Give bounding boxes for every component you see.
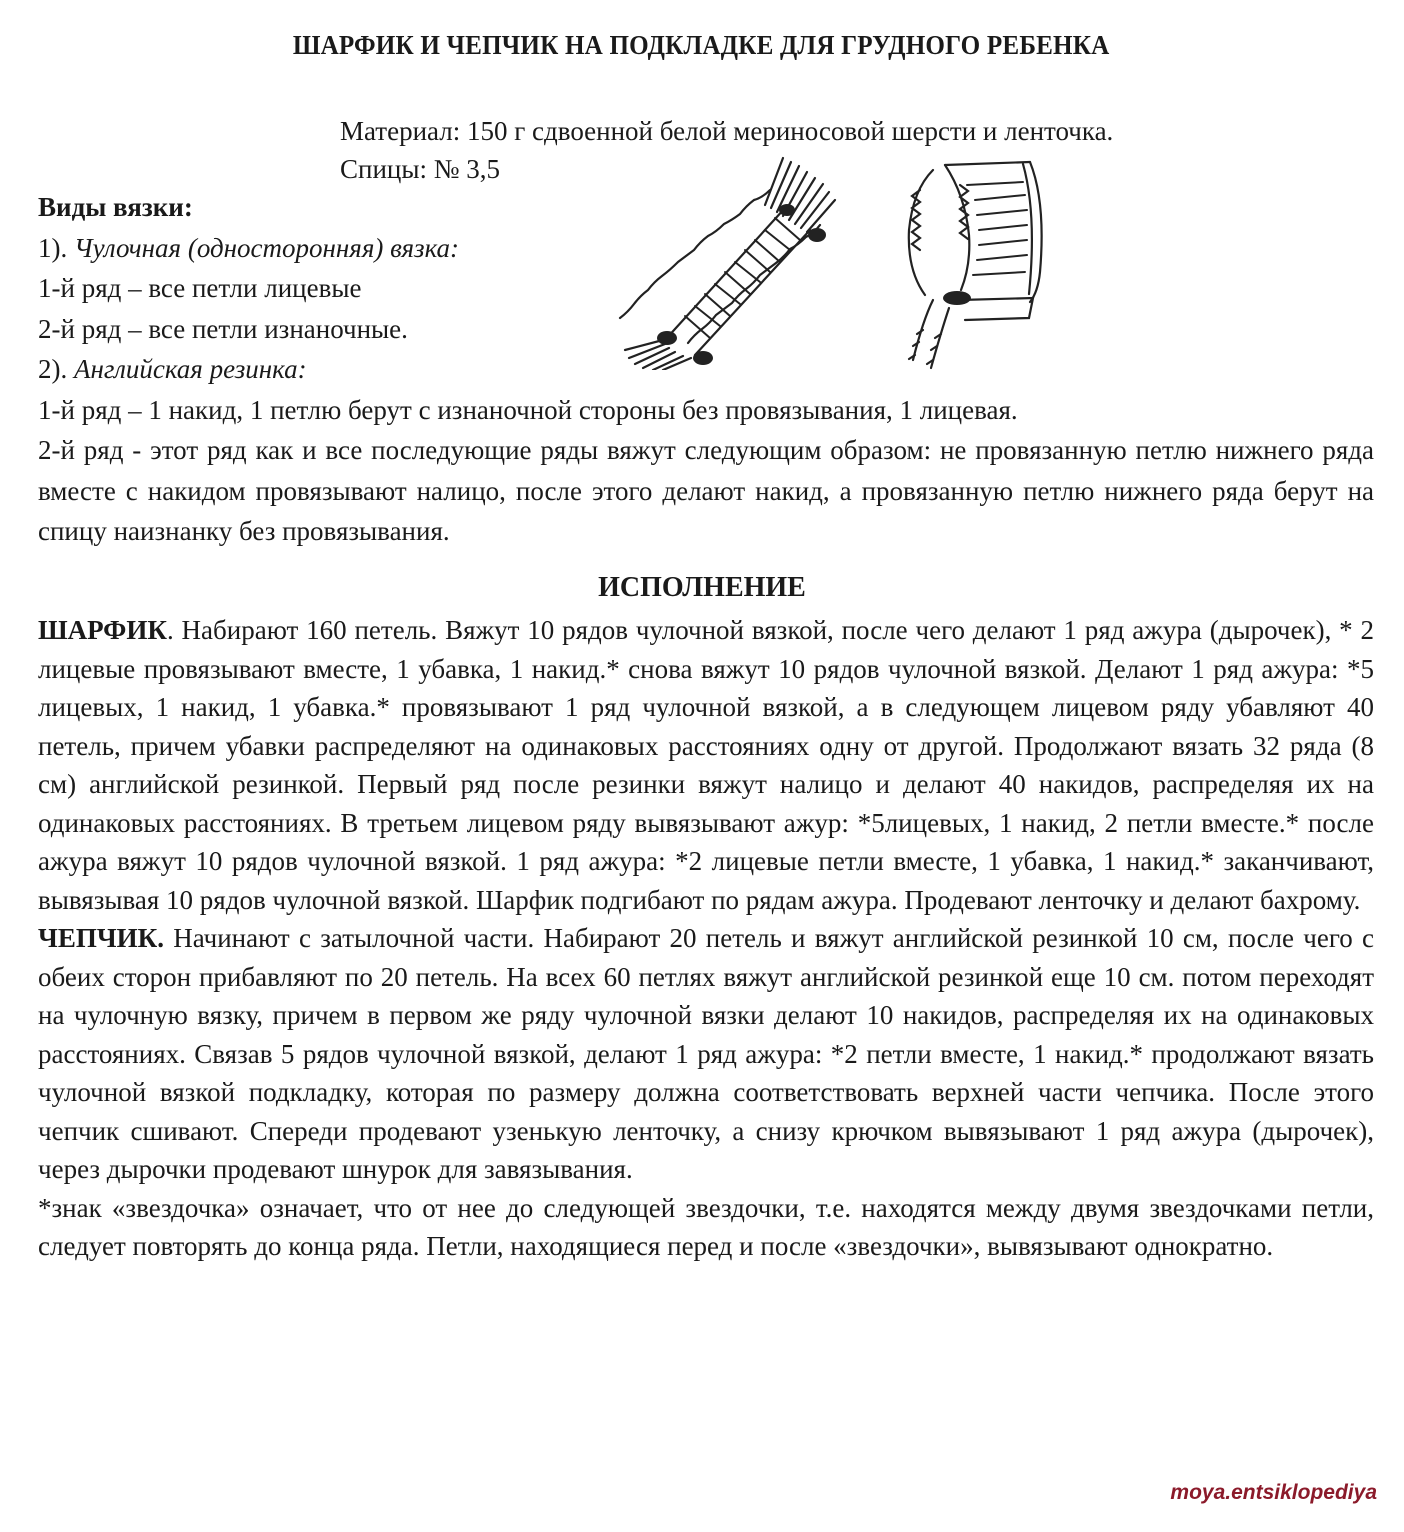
type1-name: Чулочная (односторонняя) вязка: xyxy=(74,232,460,263)
bonnet-instructions xyxy=(38,919,1374,1189)
type2-name: Английская резинка: xyxy=(74,354,307,384)
asterisk-footnote: *знак «звездочка» означает, что от нее до следующей звездочки, т.е. находятся между двумя звездочками петли, следует повторять до конца ряда. Петли, находящиеся перед и после «звездочки», вывязывают однократно. xyxy=(38,1192,1374,1261)
material-line: Материал: 150 г сдвоенной белой мериносовой шерсти и ленточка. xyxy=(340,116,1114,146)
execution-body xyxy=(38,611,1374,1266)
scarf-instructions xyxy=(38,611,1374,919)
execution-heading: ИСПОЛНЕНИЕ xyxy=(598,572,806,603)
type1-title xyxy=(38,228,1378,269)
type2-row1: 1-й ряд – 1 накид, 1 петлю берут с изнаночной стороны без провязывания, 1 лицевая. xyxy=(38,394,1018,425)
needles-line: Спицы: № 3,5 xyxy=(340,154,501,184)
type1-row2: 2-й ряд – все петли изнаночные. xyxy=(38,313,408,344)
type2-number: 2). xyxy=(38,354,68,384)
scarf-label: ШАРФИК xyxy=(38,615,167,645)
document-title: ШАРФИК И ЧЕПЧИК НА ПОДКЛАДКЕ ДЛЯ ГРУДНОГО РЕБЕНКА xyxy=(292,30,1110,60)
type2-row2: 2-й ряд - этот ряд как и все последующие ряды вяжут следующим образом: не провязанную петлю нижнего ряда вместе с накидом провязывают налицо, после этого делают накид, а провязанную петлю нижнего ряда берут на спицу наизнанку без провязывания. xyxy=(38,435,1374,546)
type2-title xyxy=(38,349,1378,390)
knitting-types-heading: Виды вязки: xyxy=(38,192,193,222)
watermark: moya.entsiklopediya xyxy=(1170,1481,1377,1504)
type1-row1: 1-й ряд – все петли лицевые xyxy=(38,273,362,303)
bonnet-text: Начинают с затылочной части. Набирают 20 петель и вяжут английской резинкой 10 см, после чего с обеих сторон прибавляют по 20 петель. На всех 60 петлях вяжут английской резинкой еще 10 см. потом переходят на чулочную вязку, причем в первом же ряду чулочной вязки делают 10 накидов, распределяя их на одинаковых расстояниях. Связав 5 рядов чулочной вязкой, делают 1 ряд ажура: *2 петли вместе, 1 накид.* продолжают вязать чулочной вязкой подкладку, которая по размеру должна соответствовать верхней части чепчика. После этого чепчик сшивают. Спереди продевают узенькую ленточку, а снизу крючком вывязывают 1 ряд ажура (дырочек), через дырочки продевают шнурок для завязывания. xyxy=(38,923,1374,1184)
type1-number: 1). xyxy=(38,232,68,263)
scarf-text: . Набирают 160 петель. Вяжут 10 рядов чулочной вязкой, после чего делают 1 ряд ажура (дырочек), * 2 лицевые провязывают вместе, 1 убавка, 1 накид.* снова вяжут 10 рядов чулочной вязкой. Делают 1 ряд ажура: *5 лицевых, 1 накид, 1 убавка.* провязывают 1 ряд чулочной вязкой, а в следующем лицевом ряду убавляют 40 петель, причем убавки распределяют на одинаковых расстояниях одну от другой. Продолжают вязать 32 ряда (8 см) английской резинкой. Первый ряд после резинки вяжут налицо и делают 40 накидов, распределяя их на одинаковых расстояниях. В третьем лицевом ряду вывязывают ажур: *5лицевых, 1 накид, 2 петли вместе.* после ажура вяжут 10 рядов чулочной вязкой. 1 ряд ажура: *2 лицевые петли вместе, 1 убавка, 1 накид.* заканчивают, вывязывая 10 рядов чулочной вязкой. Шарфик подгибают по рядам ажура. Продевают ленточку и делают бахрому. xyxy=(38,615,1374,915)
bonnet-label: ЧЕПЧИК. xyxy=(38,923,164,953)
knitting-types-section xyxy=(38,187,1378,552)
